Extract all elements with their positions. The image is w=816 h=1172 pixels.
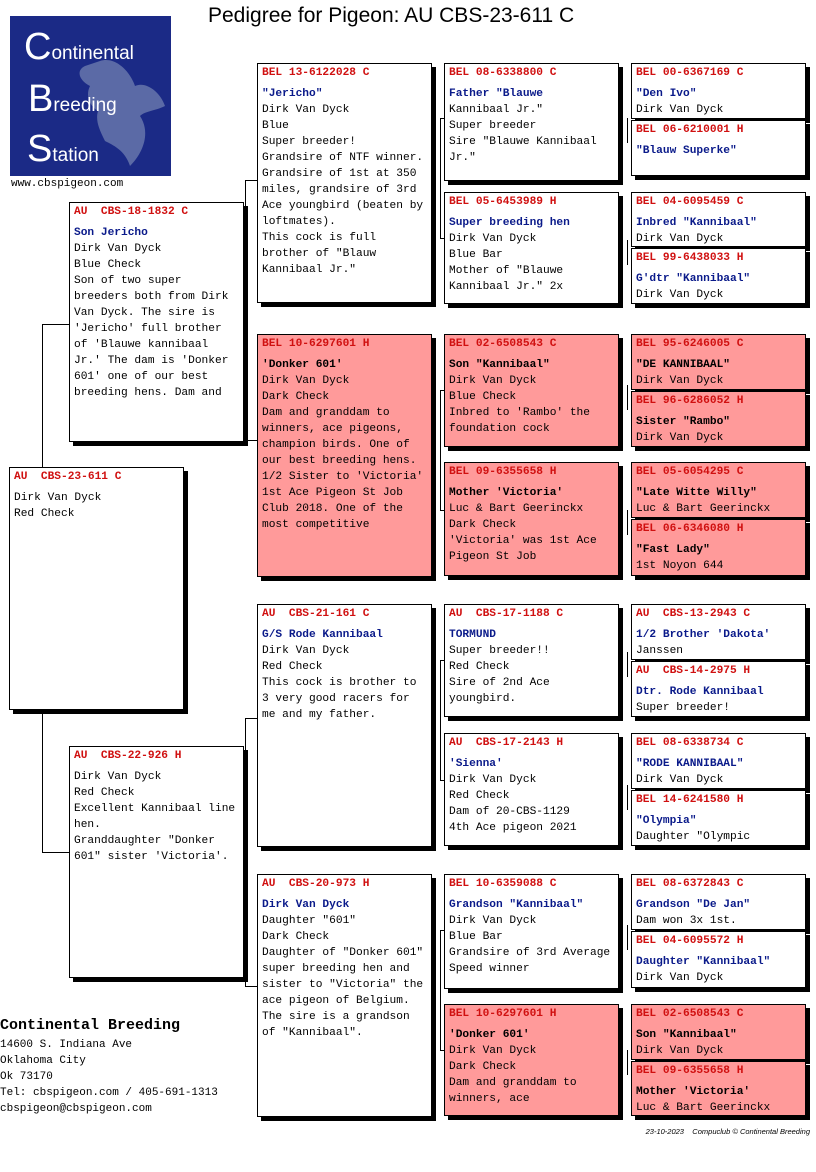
pigeon-name: TORMUND [449, 629, 496, 641]
ring-number: BEL 13-6122028 C [262, 67, 370, 79]
connector-line [440, 930, 441, 1050]
pigeon-name: "Jericho" [262, 88, 323, 100]
connector-line [42, 324, 70, 325]
grandparent-card[interactable]: AU CBS-21-161 C G/S Rode Kannibaal Dirk Van Dyck Red Check This cock is brother to 3 very good racers for me and my father. [257, 604, 432, 847]
gg-grandparent-card[interactable]: AU CBS-13-2943 C 1/2 Brother 'Dakota' Janssen [631, 604, 806, 660]
ring-number: BEL 96-6286052 H [636, 395, 744, 407]
ring-number: BEL 95-6246005 C [636, 338, 744, 350]
dam-card[interactable]: AU CBS-22-926 H Dirk Van Dyck Red Check Excellent Kannibaal line hen. Granddaughter "Donker 601" sister 'Victoria'. [69, 746, 244, 978]
connector-line [440, 660, 441, 780]
connector-line [440, 118, 441, 238]
ring-number: BEL 02-6508543 C [449, 338, 557, 350]
pigeon-name: 'Donker 601' [262, 359, 343, 371]
gg-grandparent-card[interactable]: BEL 96-6286052 H Sister "Rambo" Dirk Van Dyck [631, 391, 806, 447]
subject-card[interactable]: AU CBS-23-611 C Dirk Van Dyck Red Check [9, 467, 184, 710]
logo-line-2: Breeding [28, 78, 117, 120]
ring-number: AU CBS-17-1188 C [449, 608, 564, 620]
connector-line [42, 712, 43, 852]
connector-line [627, 240, 628, 265]
gg-grandparent-card[interactable]: BEL 06-6346080 H "Fast Lady" 1st Noyon 644 [631, 519, 806, 576]
great-grandparent-card[interactable]: BEL 08-6338800 C Father "Blauwe Kannibaal Jr." Super breeder Sire "Blauwe Kannibaal Jr." [444, 63, 619, 181]
gg-grandparent-card[interactable]: BEL 09-6355658 H Mother 'Victoria' Luc & Bart Geerinckx [631, 1061, 806, 1116]
ring-number: AU CBS-14-2975 H [636, 665, 751, 677]
gg-grandparent-card[interactable]: BEL 05-6054295 C "Late Witte Willy" Luc & Bart Geerinckx [631, 462, 806, 518]
connector-line [440, 390, 441, 510]
ring-number: AU CBS-20-973 H [262, 878, 370, 890]
pigeon-name: Grandson "Kannibaal" [449, 899, 584, 911]
phone-line: Tel: cbspigeon.com / 405-691-1313 [0, 1087, 218, 1099]
pigeon-name: Dtr. Rode Kannibaal [636, 686, 764, 698]
pigeon-name: Daughter "Kannibaal" [636, 956, 771, 968]
connector-line [627, 652, 628, 677]
gg-grandparent-card[interactable]: BEL 04-6095459 C Inbred "Kannibaal" Dirk Van Dyck [631, 192, 806, 247]
gg-grandparent-card[interactable] [631, 120, 806, 176]
great-grandparent-card[interactable]: BEL 10-6297601 H 'Donker 601' Dirk Van Dyck Dark Check Dam and granddam to winners, ace [444, 1004, 619, 1116]
pigeon-name: Grandson "De Jan" [636, 899, 751, 911]
connector-line [627, 925, 628, 950]
connector-line [245, 180, 246, 440]
grandparent-card[interactable]: AU CBS-20-973 H Dirk Van Dyck Daughter "601" Dark Check Daughter of "Donker 601" super breeding hen and sister to "Victoria" the ace pigeon of Belgium. The sire is a grandson of "Kannibaal". [257, 874, 432, 1117]
ring-number: BEL 09-6355658 H [449, 466, 557, 478]
ring-number: BEL 08-6338734 C [636, 737, 744, 749]
contact-block [0, 1018, 218, 1117]
pigeon-name: 'Donker 601' [449, 1029, 530, 1041]
page-title: Pedigree for Pigeon: AU CBS-23-611 C [208, 4, 575, 27]
ring-number: BEL 06-6346080 H [636, 523, 744, 535]
pigeon-name: Son "Kannibaal" [449, 359, 550, 371]
great-grandparent-card[interactable]: BEL 05-6453989 H Super breeding hen Dirk Van Dyck Blue Bar Mother of "Blauwe Kannibaal Jr." 2x [444, 192, 619, 304]
gg-grandparent-card[interactable]: BEL 08-6372843 C Grandson "De Jan" Dam won 3x 1st. [631, 874, 806, 930]
address-line: Ok 73170 [0, 1071, 53, 1083]
breeder-name: Continental Breeding [0, 1017, 181, 1034]
ring-number: AU CBS-13-2943 C [636, 608, 751, 620]
grandparent-card[interactable]: BEL 13-6122028 C "Jericho" Dirk Van Dyck Blue Super breeder! Grandsire of NTF winner. Grandsire of 1st at 350 miles, grandsire of 3rd Ace youngbird (beaten by loftmates). This cock is full brother of "Blauw Kannibaal Jr." [257, 63, 432, 303]
pigeon-name: G'dtr "Kannibaal" [636, 273, 751, 285]
ring-number: BEL 10-6297601 H [449, 1008, 557, 1020]
pigeon-name: "Late Witte Willy" [636, 487, 757, 499]
gg-grandparent-card[interactable]: BEL 04-6095572 H Daughter "Kannibaal" Dirk Van Dyck [631, 931, 806, 988]
pigeon-name: "Olympia" [636, 815, 697, 827]
sire-card[interactable]: AU CBS-18-1832 C Son Jericho Dirk Van Dyck Blue Check Son of two super breeders both from Dirk Van Dyck. The sire is 'Jericho' full brother of 'Blauwe kannibaal Jr.' The dam is 'Donker 601' one of our best breeding hens. Dam and [69, 202, 244, 442]
ring-number: BEL 00-6367169 C [636, 67, 744, 79]
address-line: 14600 S. Indiana Ave [0, 1039, 133, 1051]
pigeon-name: Son Jericho [74, 227, 148, 239]
gg-grandparent-card[interactable]: BEL 99-6438033 H G'dtr "Kannibaal" Dirk Van Dyck [631, 248, 806, 304]
gg-grandparent-card[interactable]: BEL 02-6508543 C Son "Kannibaal" Dirk Van Dyck [631, 1004, 806, 1060]
ring-number: BEL 10-6359088 C [449, 878, 557, 890]
ring-number: AU CBS-18-1832 C [74, 206, 189, 218]
ring-number: BEL 02-6508543 C [636, 1008, 744, 1020]
logo-line-1: Continental [24, 26, 134, 68]
address-line: Oklahoma City [0, 1055, 86, 1067]
pigeon-name: Super breeding hen [449, 217, 570, 229]
ring-number: BEL 05-6453989 H [449, 196, 557, 208]
pigeon-name: Mother 'Victoria' [636, 1086, 751, 1098]
logo-line-3: Station [27, 128, 99, 170]
ring-number: BEL 05-6054295 C [636, 466, 744, 478]
great-grandparent-card[interactable]: AU CBS-17-1188 C TORMUND Super breeder!! Red Check Sire of 2nd Ace youngbird. [444, 604, 619, 717]
ring-number: BEL 99-6438033 H [636, 252, 744, 264]
cbs-logo [10, 16, 171, 176]
connector-line [245, 718, 246, 986]
gg-grandparent-card[interactable]: BEL 14-6241580 H "Olympia" Daughter "Olympic [631, 790, 806, 846]
ring-number: AU CBS-23-611 C [14, 471, 122, 483]
ring-number: BEL 06-6210001 H [636, 124, 744, 136]
ring-number: AU CBS-17-2143 H [449, 737, 564, 749]
ring-number: BEL 08-6338800 C [449, 67, 557, 79]
ring-number: BEL 10-6297601 H [262, 338, 370, 350]
gg-grandparent-card[interactable]: BEL 00-6367169 C "Den Ivo" Dirk Van Dyck [631, 63, 806, 119]
great-grandparent-card[interactable]: BEL 09-6355658 H Mother 'Victoria' Luc & Bart Geerinckx Dark Check 'Victoria' was 1st Ace Pigeon St Job [444, 462, 619, 576]
connector-line [42, 852, 70, 853]
ring-number: AU CBS-21-161 C [262, 608, 370, 620]
great-grandparent-card[interactable]: AU CBS-17-2143 H 'Sienna' Dirk Van Dyck Red Check Dam of 20-CBS-1129 4th Ace pigeon 2021 [444, 733, 619, 846]
pigeon-name: Sister "Rambo" [636, 416, 730, 428]
pigeon-name: Father "Blauwe [449, 88, 543, 100]
ring-number: BEL 14-6241580 H [636, 794, 744, 806]
ring-number: BEL 04-6095572 H [636, 935, 744, 947]
email-link[interactable]: cbspigeon@cbspigeon.com [0, 1103, 152, 1115]
print-stamp: 23-10-2023 Compuclub © Continental Breeding [645, 1127, 810, 1136]
connector-line [42, 324, 43, 468]
connector-line [627, 118, 628, 143]
ring-number: AU CBS-22-926 H [74, 750, 182, 762]
pigeon-name: Mother 'Victoria' [449, 487, 564, 499]
pigeon-name: Son "Kannibaal" [636, 1029, 737, 1041]
pigeon-name: "Den Ivo" [636, 88, 697, 100]
pigeon-name: "DE KANNIBAAL" [636, 359, 730, 371]
pigeon-name: 1/2 Brother 'Dakota' [636, 629, 771, 641]
great-grandparent-card[interactable]: BEL 02-6508543 C Son "Kannibaal" Dirk Van Dyck Blue Check Inbred to 'Rambo' the foundation cock [444, 334, 619, 447]
ring-number: BEL 04-6095459 C [636, 196, 744, 208]
pigeon-name: Inbred "Kannibaal" [636, 217, 757, 229]
ring-number: BEL 09-6355658 H [636, 1065, 744, 1077]
ring-number: BEL 08-6372843 C [636, 878, 744, 890]
website-link[interactable]: www.cbspigeon.com [11, 178, 124, 190]
great-grandparent-card[interactable]: BEL 10-6359088 C Grandson "Kannibaal" Dirk Van Dyck Blue Bar Grandsire of 3rd Average Speed winner [444, 874, 619, 989]
pigeon-name: 'Sienna' [449, 758, 503, 770]
pigeon-name: "RODE KANNIBAAL" [636, 758, 744, 770]
pigeon-name: "Fast Lady" [636, 544, 710, 556]
connector-line [627, 385, 628, 410]
pigeon-name: Dirk Van Dyck [262, 899, 350, 911]
pigeon-name: "Blauw Superke" [636, 145, 737, 157]
gg-grandparent-card[interactable]: AU CBS-14-2975 H Dtr. Rode Kannibaal Super breeder! [631, 661, 806, 717]
pigeon-name: G/S Rode Kannibaal [262, 629, 383, 641]
grandparent-card[interactable]: BEL 10-6297601 H 'Donker 601' Dirk Van Dyck Dark Check Dam and granddam to winners, ace pigeons, champion birds. One of our best breeding hens. 1/2 Sister to 'Victoria' 1st Ace Pigeon St Job Club 2018. One of the most competitive [257, 334, 432, 577]
connector-line [627, 1050, 628, 1075]
connector-line [627, 510, 628, 535]
gg-grandparent-card[interactable]: BEL 95-6246005 C "DE KANNIBAAL" Dirk Van Dyck [631, 334, 806, 390]
gg-grandparent-card[interactable]: BEL 08-6338734 C "RODE KANNIBAAL" Dirk Van Dyck [631, 733, 806, 789]
connector-line [627, 785, 628, 810]
